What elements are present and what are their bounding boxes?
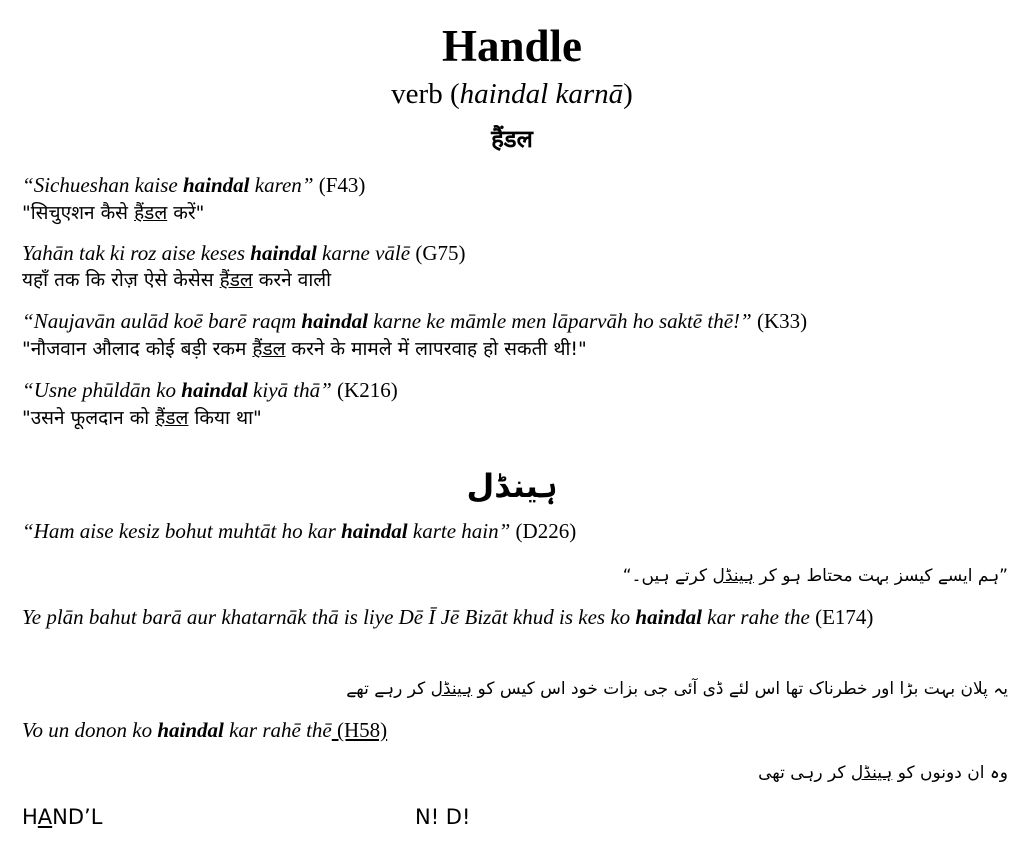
deva-keyword: हैंडल — [252, 338, 286, 360]
quote-close: ” — [301, 173, 314, 197]
source-ref: (H58) — [331, 718, 388, 742]
translit-pre: Usne phūldān ko — [33, 378, 182, 402]
deva-pre: "सिचुएशन कैसे — [22, 202, 135, 224]
quote-close: ” — [498, 519, 511, 543]
translit-pre: Ham aise kesiz bohut muhtāt ho kar — [33, 519, 342, 543]
urdu-headword: ہینڈل — [466, 467, 558, 505]
headword: Handle — [441, 21, 583, 71]
quote-open: “ — [22, 378, 34, 402]
translit-post: kiyā thā — [247, 378, 321, 402]
translit-post: karne ke māmle men lāparvāh ho saktē thē! — [367, 309, 741, 333]
translit-post: kar rahe the — [701, 605, 810, 629]
translit-keyword: haindal — [341, 519, 408, 543]
translit-pre: Sichueshan kaise — [33, 173, 183, 197]
translit-post: karte hain — [407, 519, 499, 543]
deva-keyword: हैंडल — [134, 202, 168, 224]
pos-close: ) — [623, 78, 633, 110]
quote-close: ” — [740, 309, 752, 333]
source-ref: (K216) — [331, 378, 398, 402]
translit-post: karen — [249, 173, 302, 197]
translit-keyword: haindal — [181, 378, 248, 402]
urdu-pre: یہ پلان بہت بڑا اور خطرناک تھا اس لئے ڈی آئی جی بزات خود اس کیس کو — [472, 679, 1008, 699]
deva-pre: "उसने फूलदान को — [22, 407, 156, 429]
urdu-example-3-urdu — [758, 756, 1008, 790]
hindi-example-1-translit — [22, 172, 365, 198]
hindi-example-1-devanagari — [22, 199, 204, 227]
urdu-example-2-urdu — [346, 672, 1008, 706]
translit-pre: Yahān tak ki roz aise keses — [22, 241, 251, 265]
translit-post: kar rahē thē — [223, 718, 332, 742]
urdu-keyword: ہینڈل — [430, 679, 473, 699]
translit-pre: Vo un donon ko — [22, 718, 158, 742]
pos-transliteration: haindal karnā — [459, 78, 624, 110]
source-ref: (G75) — [410, 241, 466, 265]
quote-open: “ — [22, 173, 34, 197]
hindi-example-3-translit — [22, 308, 807, 334]
quote-open: “ — [22, 519, 34, 543]
deva-post: करने के मामले में लापरवाह हो सकती थी!" — [285, 338, 587, 360]
phonetic-code: N! D! — [415, 805, 471, 829]
source-ref: (D226) — [510, 519, 577, 543]
urdu-keyword: ہینڈل — [850, 763, 893, 783]
pron-stress: A — [37, 805, 53, 829]
urdu-post: کرتے ہیں۔“ — [622, 566, 713, 586]
hindi-example-3-devanagari — [22, 335, 587, 363]
translit-keyword: haindal — [635, 605, 702, 629]
deva-post: करने वाली — [252, 269, 332, 291]
source-ref: (K33) — [751, 309, 808, 333]
translit-post: karne vālē — [316, 241, 411, 265]
urdu-pre: ”ہم ایسے کیسز بہت محتاط ہو کر — [754, 566, 1008, 586]
urdu-example-3-translit — [22, 717, 387, 743]
source-ref: (F43) — [313, 173, 366, 197]
translit-keyword: haindal — [182, 173, 250, 197]
urdu-example-2-translit — [22, 604, 1012, 630]
urdu-example-1-urdu — [623, 559, 1008, 593]
quote-open: “ — [22, 309, 34, 333]
deva-keyword: हैंडल — [219, 269, 253, 291]
translit-pre: Naujavān aulād koē barē raqm — [33, 309, 302, 333]
deva-post: करें" — [167, 202, 205, 224]
hindi-headword: हैंडल — [491, 125, 533, 153]
pos-label: verb ( — [391, 78, 460, 110]
pronunciation — [22, 803, 102, 831]
part-of-speech-line — [0, 76, 1024, 112]
translit-keyword: haindal — [157, 718, 224, 742]
urdu-pre: وہ ان دونوں کو — [892, 763, 1008, 783]
source-ref: (E174) — [809, 605, 874, 629]
urdu-post: کر رہی تھی — [758, 763, 851, 783]
pron-pre: H — [22, 805, 38, 829]
deva-keyword: हैंडल — [155, 407, 189, 429]
deva-pre: यहाँ तक कि रोज़ ऐसे केसेस — [22, 269, 220, 291]
deva-pre: "नौजवान औलाद कोई बड़ी रकम — [22, 338, 253, 360]
urdu-example-1-translit — [22, 518, 576, 544]
hindi-example-2-translit — [22, 240, 466, 266]
hindi-example-4-translit — [22, 377, 398, 403]
translit-pre: Ye plān bahut barā aur khatarnāk thā is liye Dē Ī Jē Bizāt khud is kes ko — [22, 605, 636, 629]
translit-keyword: haindal — [301, 309, 368, 333]
urdu-keyword: ہینڈل — [712, 566, 755, 586]
translit-keyword: haindal — [250, 241, 317, 265]
pron-post: ND’L — [52, 805, 103, 829]
quote-close: ” — [320, 378, 332, 402]
deva-post: किया था" — [188, 407, 262, 429]
hindi-example-2-devanagari — [22, 266, 331, 294]
urdu-post: کر رہے تھے — [346, 679, 431, 699]
hindi-example-4-devanagari — [22, 404, 262, 432]
